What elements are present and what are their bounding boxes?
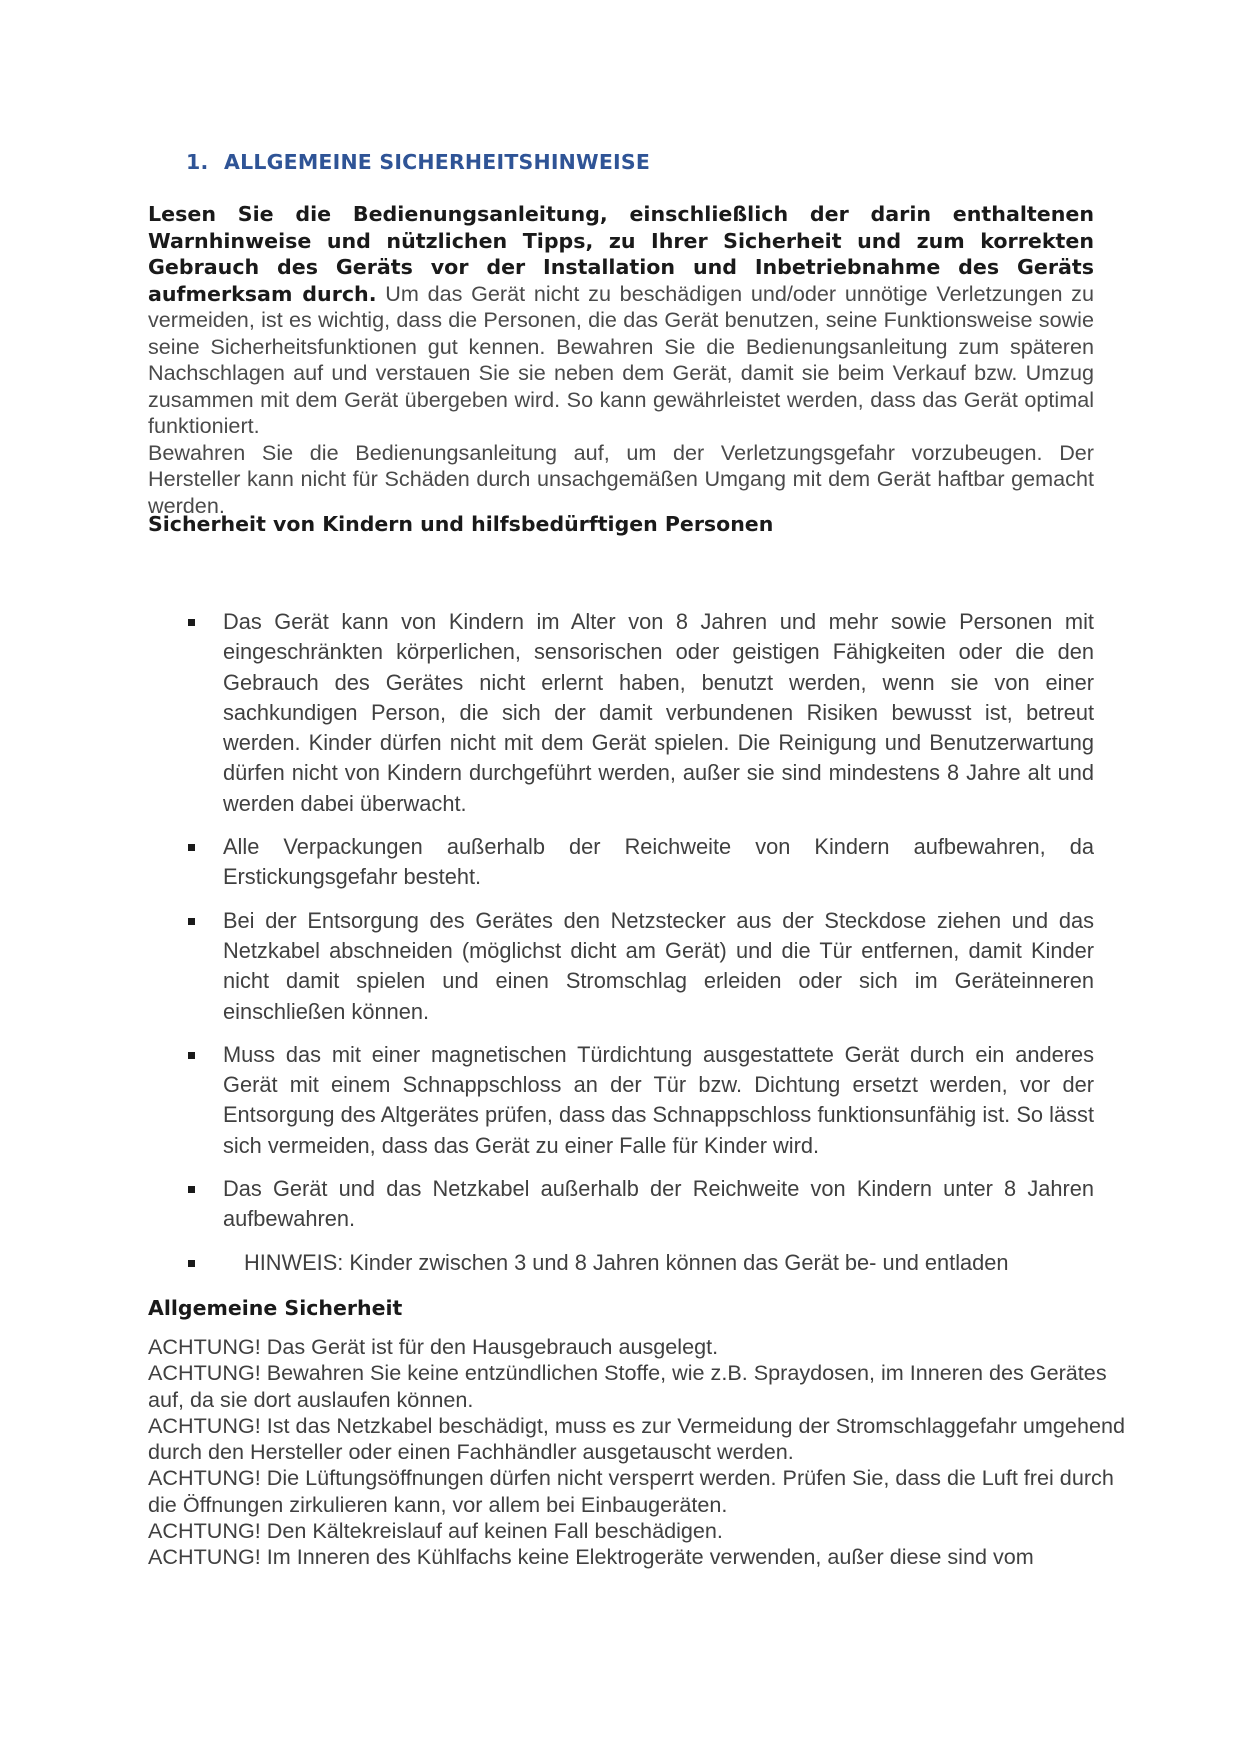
intro-bold-text: Lesen Sie die Bedienungsanleitung, einschließlich der darin enthaltenen Warnhinweise und nützlichen Tipps, zu Ihrer Sicherheit und zum korrekten Gebrauch des Geräts vor der Installation und Inbetriebnahme des Geräts aufmerksam durch. [148,202,1094,306]
intro-paragraph [148,201,1094,519]
general-safety-heading: Allgemeine Sicherheit [148,1296,403,1320]
bullet-square-icon [188,1186,195,1193]
bullet-square-icon [188,1260,195,1267]
warning-line: ACHTUNG! Den Kältekreislauf auf keinen Fall beschädigen. [148,1518,723,1544]
list-item: Muss das mit einer magnetischen Türdichtung ausgestattete Gerät durch ein anderes Gerät mit einem Schnappschloss an der Tür bzw. Dichtung ersetzt werden, vor der Entsorgung des Altgerätes prüfen, dass das Schnappschloss funktionsunfähig ist. So lässt sich vermeiden, dass das Gerät zu einer Falle für Kinder wird. [148,1040,1094,1161]
general-safety-warnings [148,1334,1128,1571]
bullet-square-icon [188,1052,195,1059]
children-safety-list [148,607,1094,1291]
warning-line: ACHTUNG! Ist das Netzkabel beschädigt, muss es zur Vermeidung der Stromschlaggefahr umgehend durch den Hersteller oder einen Fachhändler ausgetauscht werden. [148,1412,1125,1465]
intro-second-paragraph: Bewahren Sie die Bedienungsanleitung auf, um der Verletzungsgefahr vorzubeugen. Der Hersteller kann nicht für Schäden durch unsachgemäßen Umgang mit dem Gerät haftbar gemacht werden. [148,439,1094,518]
section-title: ALLGEMEINE SICHERHEITSHINWEISE [224,150,651,174]
warning-line: ACHTUNG! Die Lüftungsöffnungen dürfen nicht versperrt werden. Prüfen Sie, dass die Luft frei durch die Öffnungen zirkulieren kann, vor allem bei Einbaugeräten. [148,1465,1114,1517]
list-item: Das Gerät und das Netzkabel außerhalb der Reichweite von Kindern unter 8 Jahren aufbewahren. [148,1174,1094,1235]
list-item: HINWEIS: Kinder zwischen 3 und 8 Jahren können das Gerät be- und entladen [148,1248,1094,1278]
bullet-square-icon [188,918,195,925]
intro-first-paragraph [148,201,1094,440]
warning-line: ACHTUNG! Bewahren Sie keine entzündlichen Stoffe, wie z.B. Spraydosen, im Inneren des Gerätes auf, da sie dort auslaufen können. [148,1360,1107,1412]
list-item: Das Gerät kann von Kindern im Alter von 8 Jahren und mehr sowie Personen mit eingeschränkten körperlichen, sensorischen oder geistigen Fähigkeiten oder die den Gebrauch des Gerätes nicht erlernt haben, benutzt werden, wenn sie von einer sachkundigen Person, die sich der damit verbundenen Risiken bewusst ist, betreut werden. Kinder dürfen nicht mit dem Gerät spielen. Die Reinigung und Benutzerwartung dürfen nicht von Kindern durchgeführt werden, außer sie sind mindestens 8 Jahre alt und werden dabei überwacht. [148,607,1094,819]
section-number: 1. [186,150,209,174]
section-heading [186,150,650,174]
children-safety-heading: Sicherheit von Kindern und hilfsbedürftigen Personen [148,512,774,536]
bullet-square-icon [188,619,195,626]
bullet-square-icon [188,844,195,851]
list-item: Alle Verpackungen außerhalb der Reichweite von Kindern aufbewahren, da Erstickungsgefahr besteht. [148,832,1094,893]
warning-line: ACHTUNG! Das Gerät ist für den Hausgebrauch ausgelegt. [148,1334,719,1359]
intro-regular-text: Um das Gerät nicht zu beschädigen und/oder unnötige Verletzungen zu vermeiden, ist es wichtig, dass die Personen, die das Gerät benutzen, seine Funktionsweise sowie seine Sicherheitsfunktionen gut kennen. Bewahren Sie die Bedienungsanleitung zum späteren Nachschlagen auf und verstauen Sie sie neben dem Gerät, damit sie beim Verkauf bzw. Umzug zusammen mit dem Gerät übergeben wird. So kann gewährleistet werden, dass das Gerät optimal funktioniert. [148,280,1094,438]
warning-line: ACHTUNG! Im Inneren des Kühlfachs keine Elektrogeräte verwenden, außer diese sind vom [148,1544,1034,1570]
list-item: Bei der Entsorgung des Gerätes den Netzstecker aus der Steckdose ziehen und das Netzkabel abschneiden (möglichst dicht am Gerät) und die Tür entfernen, damit Kinder nicht damit spielen und einen Stromschlag erleiden oder sich im Geräteinneren einschließen können. [148,906,1094,1027]
